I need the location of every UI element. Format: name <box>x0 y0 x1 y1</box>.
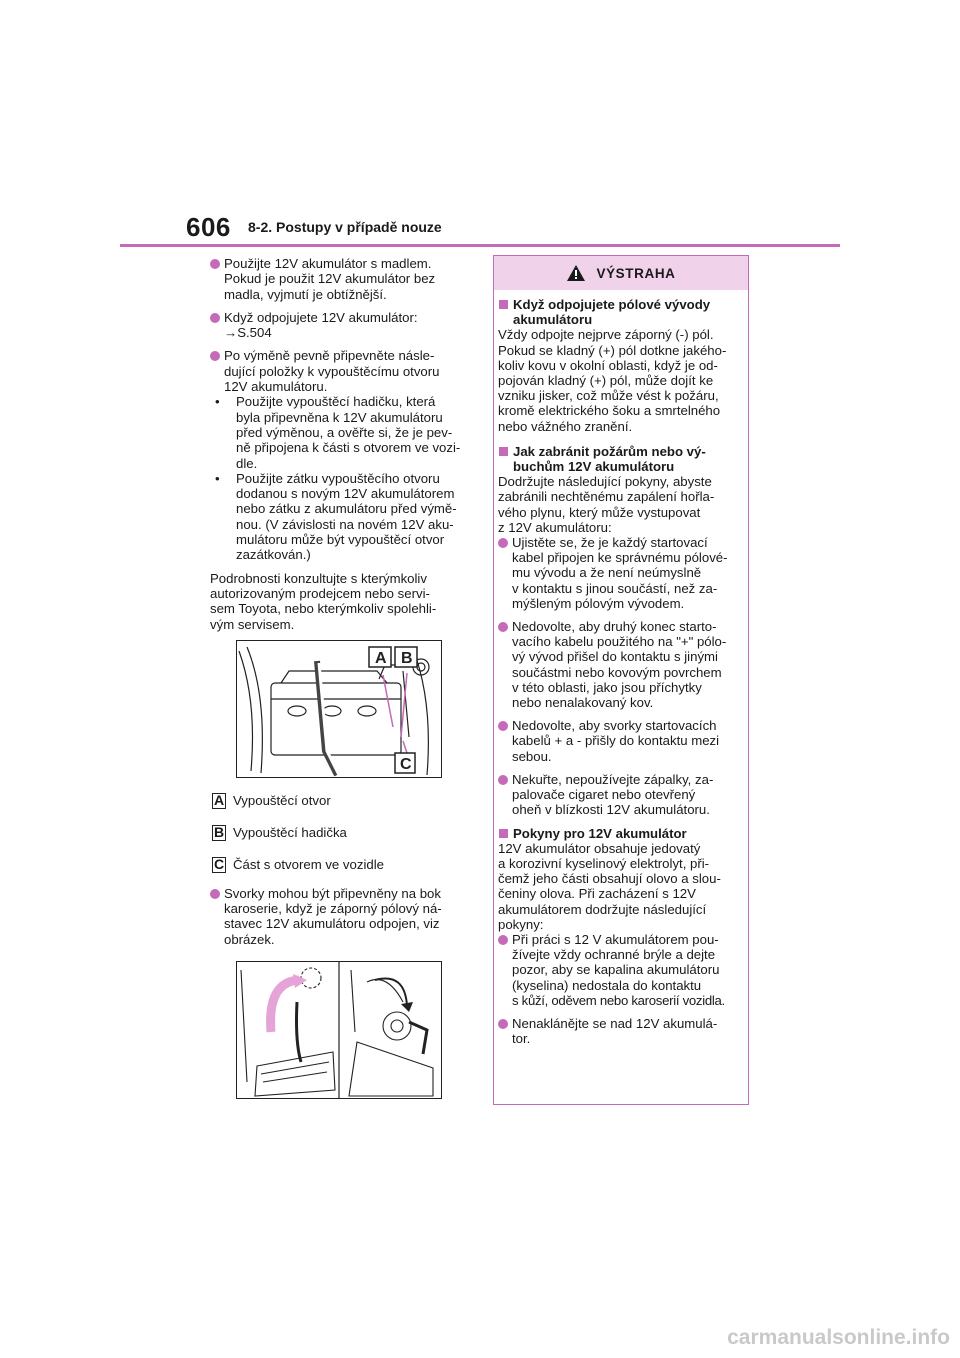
warning-bullet-other-end <box>498 619 744 710</box>
header-rule <box>120 244 840 247</box>
text-line: karoserie, když je záporný pólový ná- <box>224 901 442 917</box>
callout-c <box>212 854 472 876</box>
text-line: (kyselina) nedostala do kontaktu <box>512 977 702 993</box>
page-number: 606 <box>186 212 231 242</box>
bullet-disconnect <box>210 310 472 341</box>
text-line: pojován kladný (+) pól, může dojít ke <box>498 373 714 389</box>
terminal-clamp-illustration <box>236 961 442 1099</box>
text-line: zabránili nechtěnému zapálení hořla- <box>498 489 715 505</box>
callout-letter: C <box>213 856 225 873</box>
dash-item-plug <box>210 471 472 563</box>
text-line: vého plynu, který může vystupovat <box>498 504 701 520</box>
text-line: Dodržujte následující pokyny, abyste <box>498 474 712 490</box>
text-line: žívejte vždy ochranné brýle a dejte <box>512 947 716 963</box>
watermark: carmanualsonline.info <box>727 1326 950 1349</box>
text-line: pozor, aby se kapalina akumulátoru <box>512 962 720 978</box>
text-line: kabelů + a - přišly do kontaktu mezi <box>512 733 720 749</box>
text-line: před výměnou, a ověřte si, že je pev- <box>236 424 453 440</box>
text-line: palovače cigaret nebo otevřený <box>512 787 696 803</box>
text-line: kabel připojen ke správnému pólové- <box>512 550 728 566</box>
text-line: obrázek. <box>224 931 275 947</box>
text-line: dující položky k vypouštěcímu otvoru <box>224 363 440 379</box>
text-line: z 12V akumulátoru: <box>498 519 612 535</box>
text-line: vacího kabelu použitého na "+" pólo- <box>512 634 727 650</box>
warning-heading-fire <box>498 444 744 474</box>
text-line: zazátkován.) <box>236 547 311 563</box>
text-line: čeniny olova. Při zacházení s 12V <box>498 886 696 902</box>
text-line: mulátoru může být vypouštěcí otvor <box>236 532 445 548</box>
warning-bullet-lean <box>498 1016 744 1046</box>
text-line: vzniku jisker, což může vést k požáru, <box>498 388 719 404</box>
callout-text: Vypouštěcí otvor <box>233 793 331 809</box>
callout-b <box>212 822 472 844</box>
callout-text: Část s otvorem ve vozidle <box>233 857 384 873</box>
text-line: Vždy odpojte nejprve záporný (-) pól. <box>498 327 714 343</box>
text-line: akumulátorem dodržujte následující <box>498 901 707 917</box>
callout-a <box>212 790 472 812</box>
dash-item-hose <box>210 394 472 470</box>
text-line: nou. (V závislosti na novém 12V aku- <box>236 516 454 532</box>
text-line: byla připevněna k 12V akumulátoru <box>236 409 443 425</box>
text-line: buchům 12V akumulátoru <box>513 459 675 475</box>
text-line: nebo vážného zranění. <box>498 418 633 434</box>
dealer-paragraph <box>210 571 472 632</box>
text-line: dodanou s novým 12V akumulátorem <box>236 486 455 502</box>
warning-title: VÝSTRAHA <box>596 265 676 281</box>
text-line: Pokud je použit 12V akumulátor bez <box>224 271 436 287</box>
text-line: Jak zabránit požárům nebo vý- <box>513 443 706 459</box>
terminal-clamp-drawing <box>237 962 441 1098</box>
text-line: v této oblasti, jako jsou příchytky <box>512 679 702 695</box>
text-line: nebo nenalakovaný kov. <box>512 695 654 711</box>
warning-triangle-icon <box>566 264 586 282</box>
battery-vent-drawing <box>237 641 441 777</box>
bullet-terminals <box>210 886 472 947</box>
svg-text:B: B <box>401 649 413 667</box>
text-line: Podrobnosti konzultujte s kterýmkoliv <box>210 570 427 586</box>
callout-letter: A <box>213 792 225 809</box>
text-line: s kůží, oděvem nebo karoserií vozidla. <box>512 992 725 1008</box>
text-line: čemž jeho části obsahují olovo a slou- <box>498 871 721 887</box>
text-line: vým servisem. <box>210 616 295 632</box>
text-line: Po výměně pevně připevněte násle- <box>224 348 435 364</box>
warning-bullet-smoking <box>498 772 744 818</box>
text-line: Svorky mohou být připevněny na bok <box>224 885 441 901</box>
section-title: 8-2. Postupy v případě nouze <box>248 219 442 235</box>
warning-box <box>493 255 749 1105</box>
warning-header <box>494 256 748 290</box>
text-line: pokyny: <box>498 916 544 932</box>
text-line: 12V akumulátoru. <box>224 379 328 395</box>
warning-paragraph-terminals <box>498 327 744 433</box>
text-line: nebo zátku z akumulátoru před výmě- <box>236 501 457 517</box>
text-line: Použijte 12V akumulátor s madlem. <box>224 256 432 271</box>
text-line: Pokud se kladný (+) pól dotkne jakého- <box>498 342 727 358</box>
warning-paragraph-fire <box>498 474 744 535</box>
warning-paragraph-battery <box>498 841 744 932</box>
text-line: Nenaklánějte se nad 12V akumulá- <box>512 1015 718 1031</box>
page-reference-link[interactable]: →S.504 <box>224 325 272 341</box>
bullet-handle <box>210 256 472 302</box>
warning-heading-battery <box>498 826 744 841</box>
battery-vent-illustration <box>236 640 442 778</box>
bullet-after-replacement <box>210 348 472 394</box>
warning-bullet-cable <box>498 535 744 611</box>
text-line: mu vývodu a že není neúmyslně <box>512 565 702 581</box>
text-line: Nekuřte, nepoužívejte zápalky, za- <box>512 771 714 787</box>
text-line: ně připojena k části s otvorem ve vozi- <box>236 440 461 456</box>
warning-bullet-goggles <box>498 932 744 1008</box>
svg-text:A: A <box>375 649 387 667</box>
callout-text: Vypouštěcí hadička <box>233 825 347 841</box>
text-line: akumulátoru <box>513 312 593 328</box>
text-line: tor. <box>512 1031 531 1047</box>
warning-bullet-clamps <box>498 718 744 764</box>
text-line: Ujistěte se, že je každý startovací <box>512 535 708 551</box>
text-line: součástmi nebo kovovým povrchem <box>512 664 722 680</box>
text-line: • Použijte zátku vypouštěcího otvoru <box>236 470 440 486</box>
text-line: dle. <box>236 455 258 471</box>
text-line: Při práci s 12 V akumulátorem pou- <box>512 931 719 947</box>
text-line: oheň v blízkosti 12V akumulátoru. <box>512 802 710 818</box>
warning-body <box>494 290 748 1046</box>
text-line: Nedovolte, aby druhý konec starto- <box>512 619 717 635</box>
text-line: v kontaktu s jinou součástí, než za- <box>512 580 718 596</box>
text-line: Když odpojujete pólové vývody <box>513 297 711 312</box>
text-line: sebou. <box>512 748 552 764</box>
text-line: a korozivní kyselinový elektrolyt, při- <box>498 855 710 871</box>
left-column <box>210 256 472 1099</box>
text-line: 12V akumulátor obsahuje jedovatý <box>498 840 701 856</box>
text-line: madla, vyjmutí je obtížnější. <box>224 286 387 302</box>
text-line: stavec 12V akumulátoru odpojen, viz <box>224 916 440 932</box>
text-line: autorizovaným prodejcem nebo servi- <box>210 585 430 601</box>
callout-letter: B <box>213 824 225 841</box>
text-line: sem Toyota, nebo kterýmkoliv spolehli- <box>210 601 437 617</box>
warning-heading-terminals <box>498 297 744 327</box>
text-line: Když odpojujete 12V akumulátor: <box>224 309 418 325</box>
text-line: koliv kovu v okolní oblasti, když je od- <box>498 357 718 373</box>
svg-text:C: C <box>400 755 412 773</box>
text-line: kromě elektrického šoku a smrtelného <box>498 403 721 419</box>
text-line: • Použijte vypouštěcí hadičku, která <box>236 394 436 410</box>
text-line: vý vývod přišel do kontaktu s jinými <box>512 649 718 665</box>
text-line: mýšleným pólovým vývodem. <box>512 595 685 611</box>
text-line: Pokyny pro 12V akumulátor <box>513 825 687 841</box>
text-line: Nedovolte, aby svorky startovacích <box>512 718 717 734</box>
